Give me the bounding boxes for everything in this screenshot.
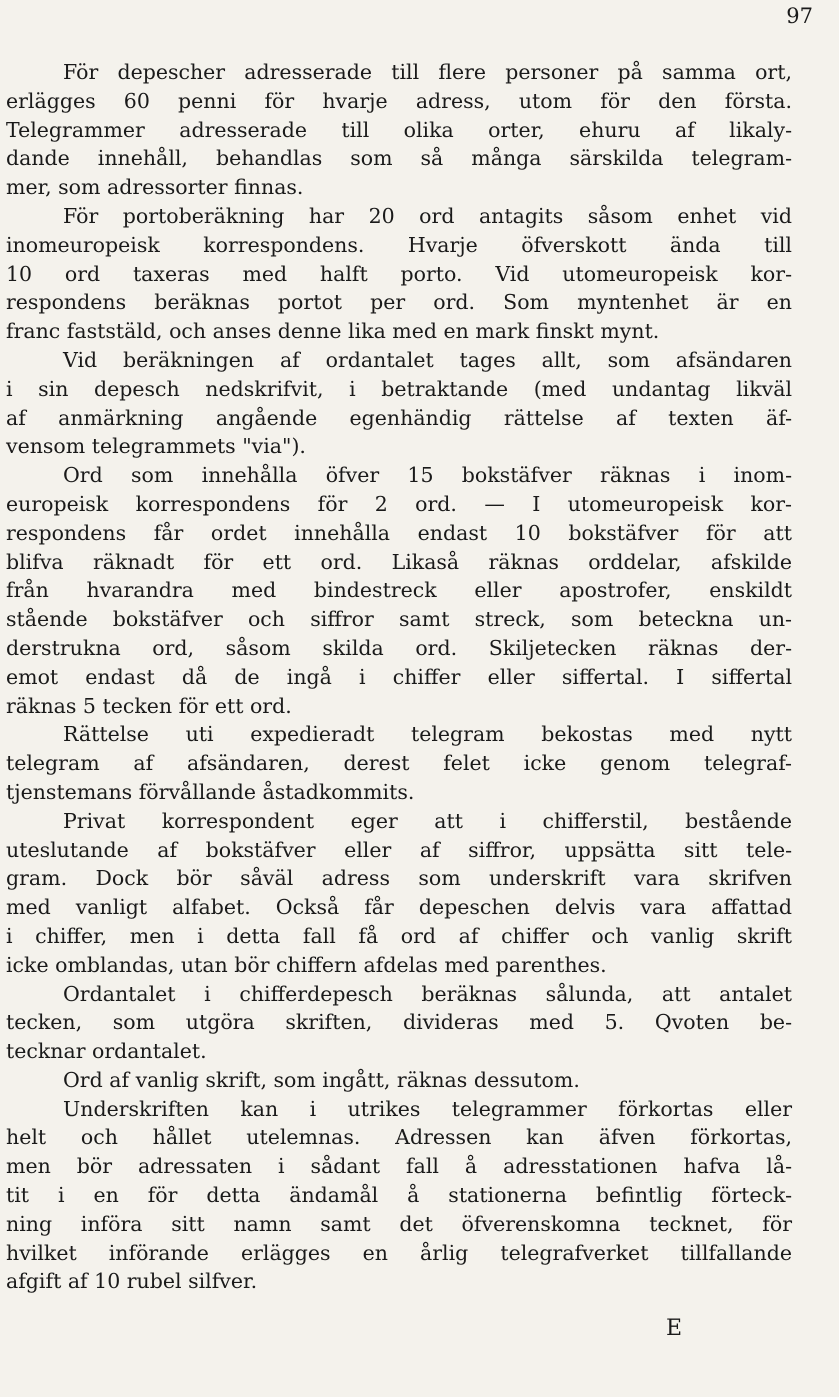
text-line: respondens får ordet innehålla endast 10 bokstäfver för att xyxy=(6,520,792,545)
text-line: vensom telegrammets "via"). xyxy=(6,434,306,459)
text-line: af anmärkning angående egenhändig rättelse af texten äf- xyxy=(6,405,792,430)
text-line: derstrukna ord, såsom skilda ord. Skiljetecken räknas der- xyxy=(6,635,792,660)
text-line: tit i en för detta ändamål å stationerna befintlig förteck- xyxy=(6,1183,792,1208)
signature-mark: E xyxy=(666,1316,683,1341)
text-line: i sin depesch nedskrifvit, i betraktande (med undantag likväl xyxy=(6,376,792,401)
text-line: inomeuropeisk korrespondens. Hvarje öfverskott ända till xyxy=(6,232,792,257)
text-line: För portoberäkning har 20 ord antagits såsom enhet vid xyxy=(63,203,792,228)
body-text xyxy=(6,58,792,1296)
text-line: respondens beräknas portot per ord. Som myntenhet är en xyxy=(6,290,792,315)
page-number: 97 xyxy=(786,4,813,28)
text-line: helt och hållet utelemnas. Adressen kan äfven förkortas, xyxy=(6,1125,792,1150)
text-line: afgift af 10 rubel silfver. xyxy=(6,1269,258,1294)
text-line: gram. Dock bör såväl adress som underskrift vara skrifven xyxy=(6,866,792,891)
text-line: erlägges 60 penni för hvarje adress, utom för den första. xyxy=(6,88,792,113)
text-line: stående bokstäfver och siffror samt streck, som beteckna un- xyxy=(6,607,792,632)
text-line: mer, som adressorter finnas. xyxy=(6,175,304,200)
text-line: icke omblandas, utan bör chiffern afdelas med parenthes. xyxy=(6,952,607,977)
text-line: hvilket införande erlägges en årlig telegrafverket tillfallande xyxy=(6,1240,792,1265)
text-line: För depescher adresserade till flere personer på samma ort, xyxy=(63,60,792,84)
text-line: blifva räknadt för ett ord. Likaså räknas orddelar, afskilde xyxy=(6,549,792,574)
text-line: ning införa sitt namn samt det öfverenskomna tecknet, för xyxy=(6,1211,792,1236)
text-line: Ord som innehålla öfver 15 bokstäfver räknas i inom- xyxy=(63,463,792,488)
text-line: från hvarandra med bindestreck eller apostrofer, enskildt xyxy=(6,578,792,603)
text-line: i chiffer, men i detta fall få ord af chiffer och vanlig skrift xyxy=(6,923,792,948)
text-line: 10 ord taxeras med halft porto. Vid utomeuropeisk kor- xyxy=(6,261,792,286)
text-line: Underskriften kan i utrikes telegrammer förkortas eller xyxy=(63,1096,792,1121)
text-line: Privat korrespondent eger att i chifferstil, bestående xyxy=(63,808,792,833)
text-line: franc faststäld, och anses denne lika med en mark finskt mynt. xyxy=(6,319,660,344)
text-line: tecken, som utgöra skriften, divideras med 5. Qvoten be- xyxy=(6,1010,792,1035)
text-line: Rättelse uti expedieradt telegram bekostas med nytt xyxy=(63,722,792,747)
text-line: med vanligt alfabet. Också får depeschen delvis vara affattad xyxy=(6,895,792,920)
text-line: Vid beräkningen af ordantalet tages allt, som afsändaren xyxy=(63,347,792,372)
text-line: dande innehåll, behandlas som så många särskilda telegram- xyxy=(6,146,792,171)
text-line: men bör adressaten i sådant fall å adresstationen hafva lå- xyxy=(6,1154,792,1179)
text-line: europeisk korrespondens för 2 ord. — I utomeuropeisk kor- xyxy=(6,491,792,516)
text-line: Telegrammer adresserade till olika orter, ehuru af likaly- xyxy=(6,117,792,142)
text-line: räknas 5 tecken för ett ord. xyxy=(6,693,292,718)
text-line: uteslutande af bokstäfver eller af siffror, uppsätta sitt tele- xyxy=(6,837,792,862)
text-line: emot endast då de ingå i chiffer eller siffertal. I siffertal xyxy=(6,664,792,689)
text-line: tjenstemans förvållande åstadkommits. xyxy=(6,779,415,804)
text-line: Ordantalet i chifferdepesch beräknas sålunda, att antalet xyxy=(63,981,792,1006)
text-line: telegram af afsändaren, derest felet icke genom telegraf- xyxy=(6,751,792,776)
text-line: Ord af vanlig skrift, som ingått, räknas dessutom. xyxy=(63,1067,580,1092)
text-line: tecknar ordantalet. xyxy=(6,1039,207,1064)
